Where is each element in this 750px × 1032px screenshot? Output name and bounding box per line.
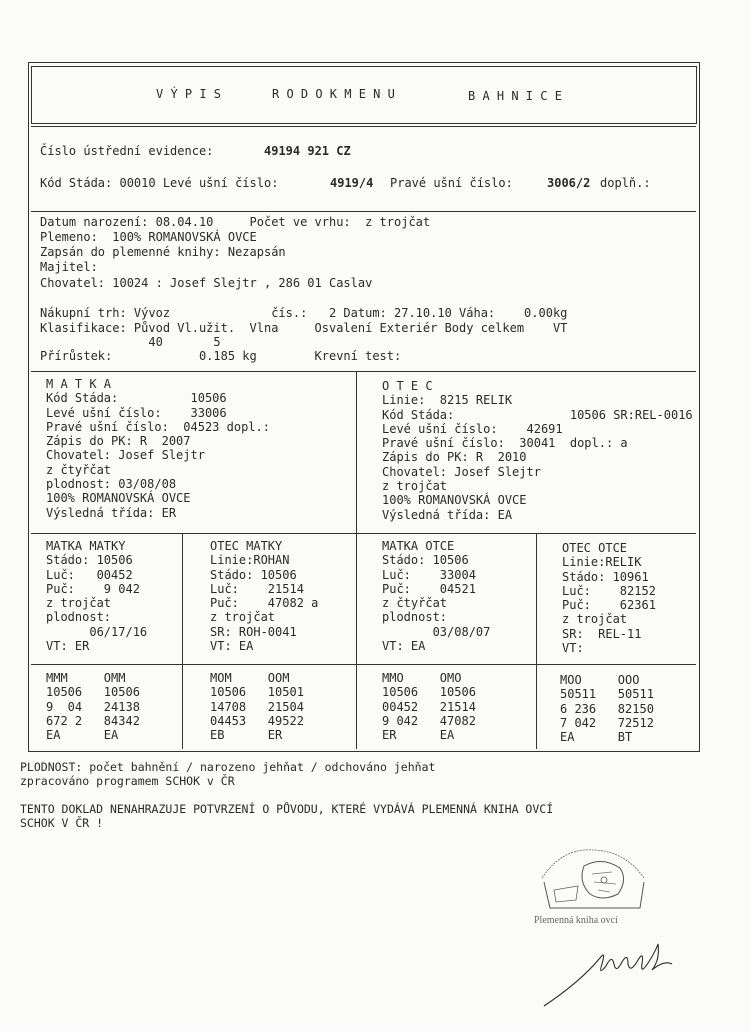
matka-line: z čtyřčat: [46, 462, 112, 477]
grandparent-line: Puč: 62361: [562, 598, 656, 613]
grandparent-line: Linie:ROHAN: [210, 553, 290, 568]
otec-line: Zápis do PK: R 2010: [382, 450, 527, 465]
info-line: Chovatel: 10024 : Josef Slejtr , 286 01 Caslav: [40, 276, 373, 290]
great-grandparent-line: EA EA: [46, 728, 119, 743]
great-grandparent-line: MMM OMM: [46, 671, 126, 685]
classification-line: Klasifikace: Původ Vl.užit. Vlna Osvalení Exteriér Body celkem VT: [40, 321, 568, 335]
footer-notes: [20, 760, 553, 830]
matka-line: 100% ROMANOVSKÁ OVCE: [46, 491, 191, 506]
otec-block: [382, 379, 693, 522]
great-grandparent-line: MMO OMO: [382, 671, 462, 685]
divider: [31, 664, 696, 665]
otec-line: Chovatel: Josef Slejtr: [382, 464, 541, 479]
great-grandparents-3: [382, 671, 476, 742]
grandparent-line: z trojčat: [210, 610, 276, 625]
matka-line: Zápis do PK: R 2007: [46, 434, 191, 449]
stamp: [532, 838, 652, 930]
info-line: Zapsán do plemenné knihy: Nezapsán: [40, 245, 286, 259]
great-grandparent-line: 10506 10501: [210, 685, 304, 700]
classification-scores: 40 5: [40, 335, 221, 349]
info-line: Plemeno: 100% ROMANOVSKÁ OVCE: [40, 230, 257, 244]
matka-line: Výsledná třída: ER: [46, 505, 177, 520]
grandparent-line: Puč: 04521: [382, 581, 476, 596]
grandparent-line: 06/17/16: [46, 624, 148, 639]
footer-line: zpracováno programem SCHOK v ČR: [20, 774, 235, 788]
great-grandparent-line: 9 042 47082: [382, 713, 476, 728]
grandparent-line: Puč: 9 042: [46, 581, 140, 596]
matka-line: M A T K A: [46, 377, 112, 391]
grandparent-line: plodnost:: [382, 610, 448, 625]
grandparent-line: OTEC MATKY: [210, 539, 283, 553]
great-grandparent-line: 10506 10506: [46, 685, 140, 700]
otec-line: O T E C: [382, 379, 433, 393]
great-grandparents-1: [46, 671, 140, 742]
otec-line: 100% ROMANOVSKÁ OVCE: [382, 493, 527, 508]
grandparent-line: Luč: 33004: [382, 567, 476, 582]
grandparent-line: VT: EA: [210, 639, 254, 654]
great-grandparent-line: EB ER: [210, 728, 283, 743]
grandparent-line: MATKA OTCE: [382, 539, 455, 553]
grandparent-line: 03/08/07: [382, 624, 491, 639]
signature: [540, 930, 690, 1010]
great-grandparents-4: [560, 673, 654, 744]
grandparent-line: VT:: [562, 641, 584, 656]
great-grandparent-line: 00452 21514: [382, 699, 476, 714]
grandparent-line: Stádo: 10506: [46, 553, 133, 568]
great-grandparent-line: 9 04 24138: [46, 699, 140, 714]
great-grandparent-line: MOM OOM: [210, 671, 290, 685]
title-word-vypis: V Ý P I S: [156, 87, 222, 101]
otec-line: Kód Stáda: 10506 SR:REL-0016: [382, 407, 693, 422]
matka-line: Levé ušní číslo: 33006: [46, 405, 227, 420]
right-ear-label: Pravé ušní číslo:: [390, 176, 513, 190]
great-grandparent-line: EA BT: [560, 730, 633, 745]
great-grandparent-line: 50511 50511: [560, 687, 654, 702]
divider: [31, 371, 696, 372]
otec-line: Pravé ušní číslo: 30041 dopl.: a: [382, 436, 628, 451]
grandparent-line: VT: EA: [382, 639, 426, 654]
great-grandparent-line: 10506 10506: [382, 685, 476, 700]
left-ear-value: 4919/4: [330, 176, 374, 190]
footer-line: SCHOK V ČR !: [20, 816, 104, 830]
divider: [31, 533, 696, 534]
grandparent-line: plodnost:: [46, 610, 112, 625]
divider: [356, 371, 357, 749]
divider: [31, 211, 696, 212]
grandparent-line: Linie:RELIK: [562, 555, 642, 570]
grandparent-line: SR: REL-11: [562, 626, 642, 641]
otec-line: Linie: 8215 RELIK: [382, 393, 513, 408]
grandparent-line: SR: ROH-0041: [210, 624, 297, 639]
grandparent-line: Stádo: 10506: [382, 553, 469, 568]
grandparent-otec-matky: [210, 539, 318, 653]
grandparent-line: Luč: 82152: [562, 583, 656, 598]
dopln-label: doplň.:: [600, 176, 651, 190]
stamp-text: Plemenná kniha ovcí: [534, 915, 618, 926]
grandparent-line: z trojčat: [46, 596, 112, 611]
otec-line: z trojčat: [382, 479, 448, 494]
otec-line: Levé ušní číslo: 42691: [382, 421, 563, 436]
great-grandparent-line: MOO OOO: [560, 673, 640, 687]
divider: [182, 533, 183, 749]
grandparent-line: Luč: 21514: [210, 581, 304, 596]
grandparent-line: OTEC OTCE: [562, 541, 628, 555]
gain-line: Přírůstek: 0.185 kg Krevní test:: [40, 349, 402, 363]
central-id-value: 49194 921 CZ: [264, 144, 351, 158]
grandparent-line: z trojčat: [562, 612, 628, 627]
footer-line: [20, 788, 553, 802]
info-line: Majitel:: [40, 260, 98, 274]
info-line: Datum narození: 08.04.10 Počet ve vrhu: z trojčat: [40, 215, 431, 229]
grandparent-line: VT: ER: [46, 639, 90, 654]
grandparent-line: Luč: 00452: [46, 567, 133, 582]
grandparent-matka-matky: [46, 539, 147, 653]
grandparent-line: MATKA MATKY: [46, 539, 126, 553]
great-grandparent-line: 14708 21504: [210, 699, 304, 714]
divider: [536, 533, 537, 749]
sale-line: Nákupní trh: Vývoz čís.: 2 Datum: 27.10.10 Váha: 0.00kg: [40, 306, 568, 320]
matka-line: Kód Stáda: 10506: [46, 391, 227, 406]
grandparent-otec-otce: [562, 541, 656, 655]
great-grandparent-line: 6 236 82150: [560, 701, 654, 716]
great-grandparent-line: 04453 49522: [210, 713, 304, 728]
matka-block: [46, 377, 270, 520]
great-grandparent-line: 7 042 72512: [560, 715, 654, 730]
stamp-icon: [532, 838, 652, 916]
title-word-rodokmenu: R O D O K M E N U: [272, 87, 395, 101]
divider: [31, 126, 696, 127]
great-grandparents-2: [210, 671, 304, 742]
matka-line: Pravé ušní číslo: 04523 dopl.:: [46, 419, 270, 434]
herd-code-label: Kód Stáda: 00010 Levé ušní číslo:: [40, 176, 279, 190]
matka-line: plodnost: 03/08/08: [46, 477, 177, 492]
grandparent-line: Stádo: 10961: [562, 569, 649, 584]
title-word-bahnice: B A H N I C E: [468, 89, 562, 103]
great-grandparent-line: 672 2 84342: [46, 713, 140, 728]
grandparent-line: z čtyřčat: [382, 596, 448, 611]
central-id-label: Číslo ústřední evidence:: [40, 144, 214, 158]
otec-line: Výsledná třída: EA: [382, 507, 513, 522]
right-ear-value: 3006/2: [547, 176, 591, 190]
grandparent-line: Puč: 47082 a: [210, 596, 319, 611]
footer-line: PLODNOST: počet bahnění / narozeno jehňat / odchováno jehňat: [20, 760, 436, 774]
matka-line: Chovatel: Josef Slejtr: [46, 448, 205, 463]
grandparent-matka-otce: [382, 539, 490, 653]
footer-line: TENTO DOKLAD NENAHRAZUJE POTVRZENÍ O PŮVODU, KTERÉ VYDÁVÁ PLEMENNÁ KNIHA OVCÍ: [20, 802, 554, 816]
great-grandparent-line: ER EA: [382, 728, 455, 743]
grandparent-line: Stádo: 10506: [210, 567, 297, 582]
